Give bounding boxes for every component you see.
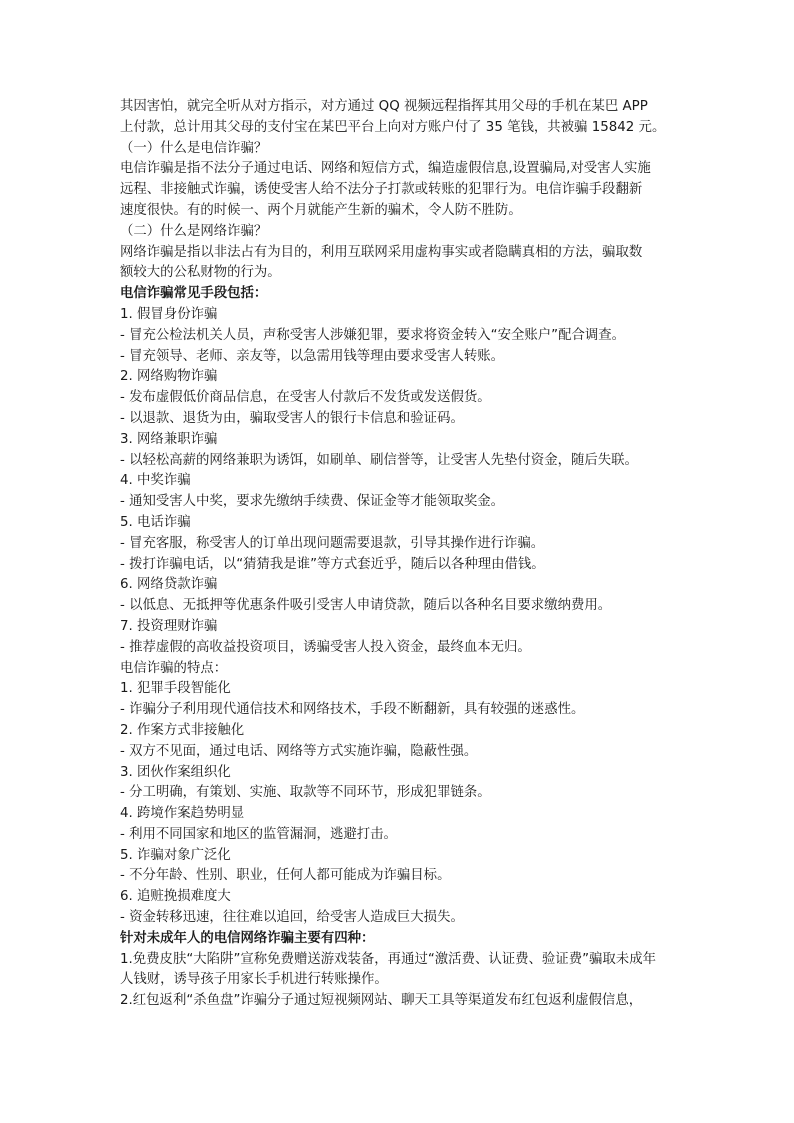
text-line: - 通知受害人中奖，要求先缴纳手续费、保证金等才能领取奖金。: [120, 494, 505, 510]
text-line: 远程、非接触式诈骗，诱使受害人给不法分子打款或转账的犯罪行为。电信诈骗手段翻新: [120, 182, 643, 198]
text-line: - 冒充客服，称受害人的订单出现问题需要退款，引导其操作进行诈骗。: [120, 535, 545, 551]
text-line: 6. 网络贷款诈骗: [120, 577, 218, 593]
text-line: - 诈骗分子利用现代通信技术和网络技术，手段不断翻新，具有较强的迷惑性。: [120, 702, 585, 718]
text-line: 其因害怕，就完全听从对方指示，对方通过 QQ 视频远程指挥其用父母的手机在某巴 APP: [120, 99, 648, 114]
text-line: 4. 中奖诈骗: [120, 473, 191, 489]
section-heading: 针对未成年人的电信网络诈骗主要有四种：: [120, 930, 375, 946]
text-line: - 资金转移迅速，往往难以追回，给受害人造成巨大损失。: [120, 910, 464, 926]
text-line: 4. 跨境作案趋势明显: [120, 806, 245, 822]
text-line: 5. 诈骗对象广泛化: [120, 847, 231, 863]
text-line: - 冒充公检法机关人员，声称受害人涉嫌犯罪，要求将资金转入“安全账户”配合调查。: [120, 327, 626, 343]
text-line: - 发布虚假低价商品信息，在受害人付款后不发货或发送假货。: [120, 390, 491, 406]
text-line: 电信诈骗的特点：: [120, 660, 228, 676]
text-line: 电信诈骗是指不法分子通过电话、网络和短信方式，编造虚假信息,设置骗局,对受害人实施: [120, 161, 651, 177]
text-line: 2.红包返利“杀鱼盘”诈骗分子通过短视频网站、聊天工具等渠道发布红包返利虚假信息，: [120, 993, 643, 1009]
text-line: 网络诈骗是指以非法占有为目的，利用互联网采用虚构事实或者隐瞒真相的方法，骗取数: [120, 244, 643, 260]
text-line: 5. 电话诈骗: [120, 514, 191, 530]
text-line: - 以轻松高薪的网络兼职为诱饵，如刷单、刷信誉等，让受害人先垫付资金，随后失联。: [120, 452, 638, 468]
text-line: - 以退款、退货为由，骗取受害人的银行卡信息和验证码。: [120, 410, 464, 426]
text-line: - 分工明确，有策划、实施、取款等不同环节，形成犯罪链条。: [120, 785, 491, 801]
text-line: 7. 投资理财诈骗: [120, 618, 218, 634]
text-line: 上付款，总计用其父母的支付宝在某巴平台上向对方账户付了 35 笔钱，共被骗 15842 元。: [120, 119, 666, 135]
text-line: 额较大的公私财物的行为。: [120, 265, 281, 281]
text-line: 速度很快。有的时候一、两个月就能产生新的骗术，令人防不胜防。: [120, 202, 522, 218]
text-line: - 以低息、无抵押等优惠条件吸引受害人申请贷款，随后以各种名目要求缴纳费用。: [120, 598, 612, 614]
text-line: 1.免费皮肤“大陷阱”宣称免费赠送游戏装备，再通过“激活费、认证费、验证费”骗取未成年: [120, 951, 656, 967]
text-line: - 拨打诈骗电话，以“猜猜我是谁”等方式套近乎，随后以各种理由借钱。: [120, 556, 545, 572]
text-line: - 推荐虚假的高收益投资项目，诱骗受害人投入资金，最终血本无归。: [120, 639, 531, 655]
text-line: - 不分年龄、性别、职业，任何人都可能成为诈骗目标。: [120, 868, 451, 884]
text-line: 1. 犯罪手段智能化: [120, 681, 231, 697]
text-line: - 利用不同国家和地区的监管漏洞，逃避打击。: [120, 826, 397, 842]
section-heading: 电信诈骗常见手段包括：: [120, 286, 268, 302]
text-line: （二）什么是网络诈骗？: [120, 223, 268, 239]
text-line: 2. 作案方式非接触化: [120, 722, 245, 738]
text-line: （一）什么是电信诈骗？: [120, 140, 268, 156]
text-line: 人钱财，诱导孩子用家长手机进行转账操作。: [120, 972, 388, 988]
text-line: 3. 网络兼职诈骗: [120, 431, 218, 447]
text-line: 3. 团伙作案组织化: [120, 764, 231, 780]
text-line: - 冒充领导、老师、亲友等，以急需用钱等理由要求受害人转账。: [120, 348, 505, 364]
text-line: 1. 假冒身份诈骗: [120, 306, 218, 322]
text-line: - 双方不见面，通过电话、网络等方式实施诈骗，隐蔽性强。: [120, 743, 478, 759]
text-line: 2. 网络购物诈骗: [120, 369, 218, 385]
document-page: [120, 97, 680, 1012]
text-line: 6. 追赃挽损难度大: [120, 889, 231, 905]
